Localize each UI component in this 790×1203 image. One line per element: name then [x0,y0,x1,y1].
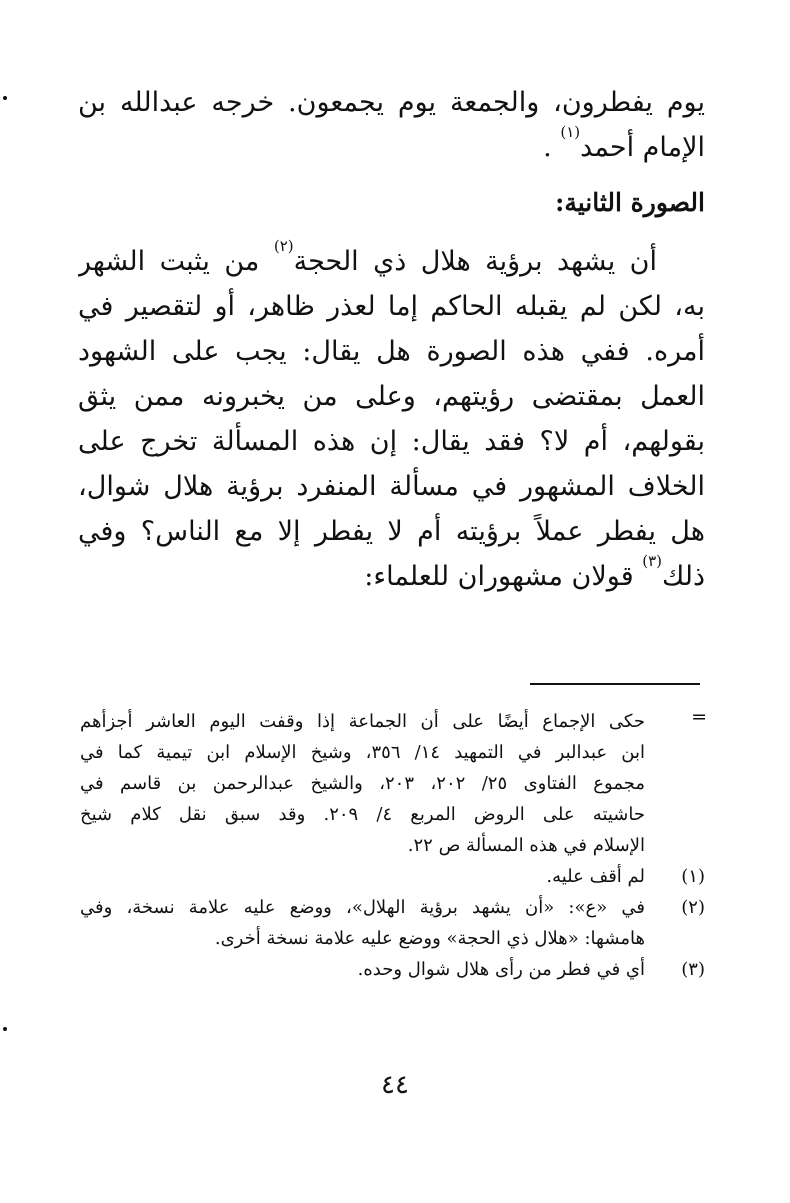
continuation-mark: = [691,706,707,728]
text-span: قولان مشهوران للعلماء: [364,561,643,592]
footnote-line: هامشها: «هلال ذي الحجة» ووضع عليه علامة نسخة أخرى. [214,928,645,949]
text-line: الخلاف المشهور في مسألة المنفرد برؤية هلال شوال، [78,471,705,502]
text-line: هل يفطر عملاً برؤيته أم لا يفطر إلا مع الناس؟ وفي [78,516,705,547]
text-line: الإمام أحمد$^{(١)}$ . [543,125,705,163]
text-line: أمره. ففي هذه الصورة هل يقال: يجب على الشهود [78,336,705,367]
footnote-line: مجموع الفتاوى ٢٥/ ٢٠٢، ٢٠٣، والشيخ عبدالرحمن بن قاسم في [80,773,645,794]
scan-speck [3,1027,7,1031]
text-line: بقولهم، أم لا؟ فقد يقال: إن هذه المسألة تخرج على [78,426,705,457]
footnote-number: (٣) [681,959,705,980]
footnote-1 [80,861,705,892]
footnote-separator [530,683,700,685]
footnote-line: حكى الإجماع أيضًا على أن الجماعة إذا وقفت اليوم العاشر أجزأهم [80,711,645,732]
footnote-line: حاشيته على الروض المربع ٤/ ٢٠٩. وقد سبق نقل كلام شيخ [80,804,645,825]
footnote-line: لم أقف عليه. [546,866,645,887]
footnote-continuation [80,706,705,861]
text-line [78,554,705,599]
main-text [78,80,705,599]
footnote-ref[interactable]: (١) [560,125,581,141]
section-heading: الصورة الثانية: [555,188,705,217]
footnote-ref[interactable]: (٣) [642,554,662,570]
footnote-line: الإسلام في هذه المسألة ص ٢٢. [407,835,645,856]
text-line [78,239,705,284]
footnotes [80,706,705,985]
text-line: به، لكن لم يقبله الحاكم إما لعذر ظاهر، أو لتقصير في [78,291,705,322]
footnote-line: في «ع»: «أن يشهد برؤية الهلال»، ووضع عليه علامة نسخة، وفي [80,897,645,918]
text-line: العمل بمقتضى رؤيتهم، وعلى من يخبرونه ممن يثق [78,381,705,412]
text-line: يوم يفطرون، والجمعة يوم يجمعون. خرجه عبدالله بن [78,87,705,118]
footnote-2 [80,892,705,954]
footnote-line: ابن عبدالبر في التمهيد ١٤/ ٣٥٦، وشيخ الإسلام ابن تيمية كما في [80,742,645,763]
footnote-number: (٢) [681,897,705,918]
text-span: الإمام أحمد [580,132,705,163]
text-span: من يثبت الشهر [78,246,274,277]
footnote-ref[interactable]: (٢) [273,239,294,255]
page-number: ٤٤ [381,1070,409,1100]
text-span: ذلك [661,561,705,592]
footnote-number: (١) [681,866,705,887]
footnote-line: أي في فطر من رأى هلال شوال وحده. [357,959,645,980]
footnote-3 [80,954,705,985]
scan-speck [3,96,7,100]
text-span: أن يشهد برؤية هلال ذي الحجة [293,246,657,277]
